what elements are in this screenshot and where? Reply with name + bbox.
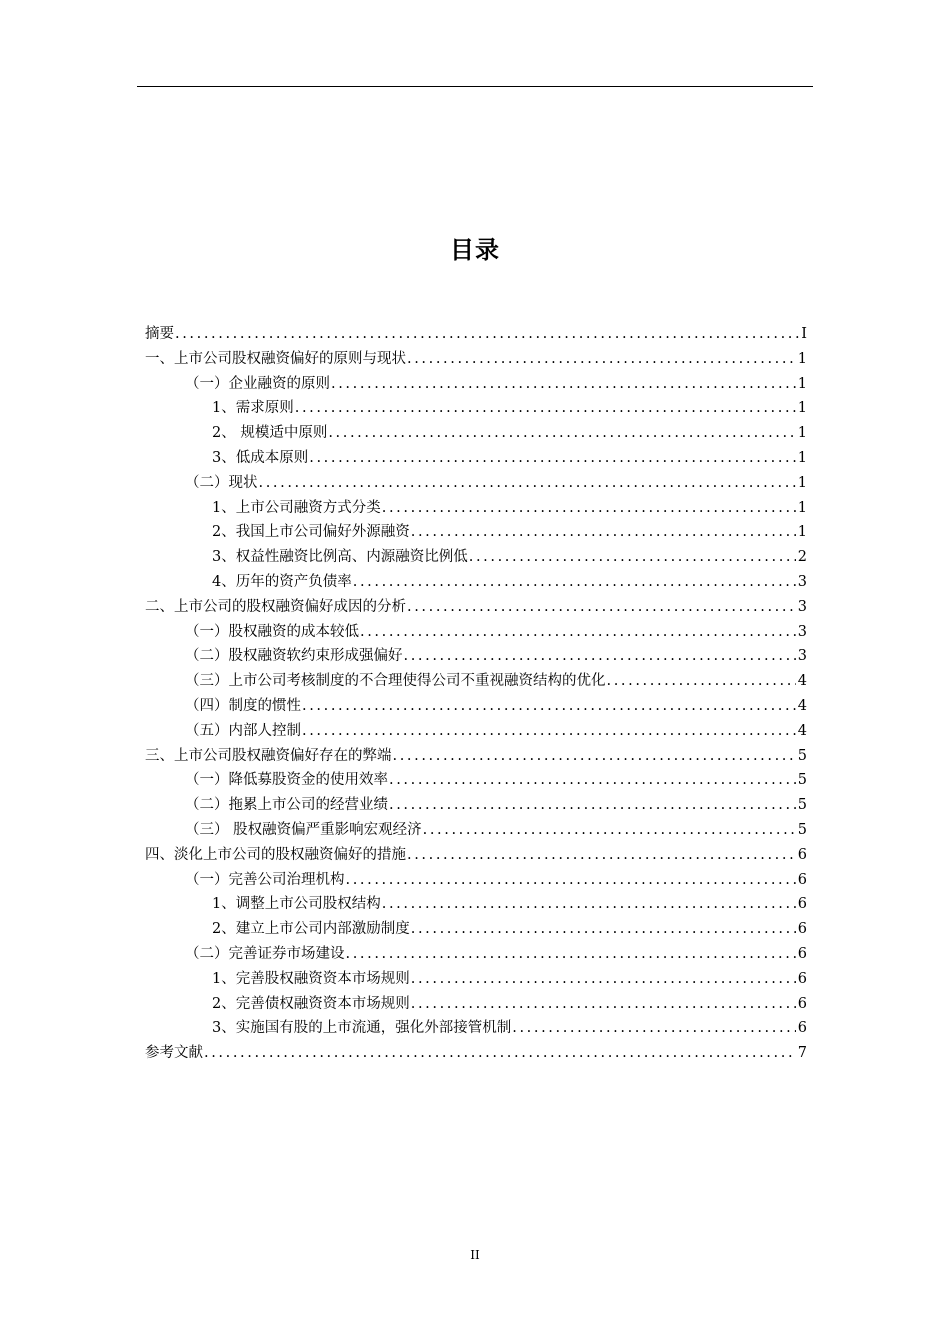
toc-entry-label: （三） 股权融资偏严重影响宏观经济 xyxy=(185,821,422,838)
toc-entry-label: （二）现状 xyxy=(185,474,258,491)
toc-entry-page: 6 xyxy=(797,945,807,962)
toc-entry-page: 4 xyxy=(797,697,807,714)
toc-entry[interactable] xyxy=(145,620,807,645)
toc-dot-leader xyxy=(301,719,796,744)
toc-entry[interactable] xyxy=(145,421,807,446)
toc-dot-leader xyxy=(345,942,796,967)
toc-entry[interactable] xyxy=(145,793,807,818)
toc-entry-page: 1 xyxy=(797,499,807,516)
toc-entry[interactable] xyxy=(145,446,807,471)
toc-dot-leader xyxy=(174,322,799,347)
toc-entry-label: 参考文献 xyxy=(145,1045,203,1062)
toc-entry-label: 3、实施国有股的上市流通，强化外部接管机制 xyxy=(212,1020,512,1037)
toc-dot-leader xyxy=(406,595,796,620)
toc-entry[interactable] xyxy=(145,669,807,694)
toc-entry[interactable] xyxy=(145,1016,807,1041)
toc-entry-page: 1 xyxy=(797,474,807,491)
toc-entry-label: 1、上市公司融资方式分类 xyxy=(212,499,381,516)
toc-entry[interactable] xyxy=(145,942,807,967)
toc-entry-label: 三、上市公司股权融资偏好存在的弊端 xyxy=(145,747,392,764)
toc-dot-leader xyxy=(203,1041,796,1066)
toc-entry-label: 四、淡化上市公司的股权融资偏好的措施 xyxy=(145,846,406,863)
toc-entry[interactable] xyxy=(145,892,807,917)
toc-dot-leader xyxy=(388,768,796,793)
toc-dot-leader xyxy=(301,694,796,719)
toc-entry-page: 3 xyxy=(797,623,807,640)
toc-entry[interactable] xyxy=(145,719,807,744)
toc-dot-leader xyxy=(410,967,796,992)
toc-entry-label: 摘要 xyxy=(145,326,174,342)
toc-entry-page: 1 xyxy=(797,524,807,541)
toc-entry-label: （二）拖累上市公司的经营业绩 xyxy=(185,797,388,814)
toc-entry-page: 1 xyxy=(797,375,807,392)
toc-entry-label: （二）股权融资软约束形成强偏好 xyxy=(185,648,403,665)
toc-entry[interactable] xyxy=(145,471,807,496)
toc-dot-leader xyxy=(410,992,796,1017)
toc-entry-page: I xyxy=(801,326,807,342)
toc-entry-page: 1 xyxy=(797,350,807,367)
toc-dot-leader xyxy=(308,446,796,471)
toc-entry[interactable] xyxy=(145,595,807,620)
toc-entry[interactable] xyxy=(145,818,807,843)
toc-entry-page: 5 xyxy=(797,772,807,789)
toc-entry[interactable] xyxy=(145,644,807,669)
toc-dot-leader xyxy=(330,372,796,397)
toc-entry[interactable] xyxy=(145,545,807,570)
toc-entry-label: 1、完善股权融资资本市场规则 xyxy=(212,970,410,987)
toc-entry-label: 二、上市公司的股权融资偏好成因的分析 xyxy=(145,598,406,615)
toc-dot-leader xyxy=(381,892,796,917)
toc-entry-page: 3 xyxy=(797,573,807,590)
toc-entry[interactable] xyxy=(145,768,807,793)
toc-entry-page: 2 xyxy=(797,549,807,566)
toc-dot-leader xyxy=(345,868,796,893)
toc-entry-page: 1 xyxy=(797,425,807,442)
table-of-contents xyxy=(145,322,807,1066)
page-number: II xyxy=(470,1248,480,1262)
toc-entry-page: 4 xyxy=(797,673,807,690)
toc-entry-label: 3、权益性融资比例高、内源融资比例低 xyxy=(212,549,468,566)
toc-entry-label: （一）降低募股资金的使用效率 xyxy=(185,772,388,789)
toc-dot-leader xyxy=(359,620,796,645)
toc-dot-leader xyxy=(468,545,796,570)
toc-entry[interactable] xyxy=(145,967,807,992)
toc-entry-page: 1 xyxy=(797,400,807,417)
header-rule xyxy=(137,86,813,87)
toc-entry-label: 2、完善债权融资资本市场规则 xyxy=(212,995,410,1012)
toc-entry[interactable] xyxy=(145,917,807,942)
toc-entry-label: 一、上市公司股权融资偏好的原则与现状 xyxy=(145,350,406,367)
toc-entry[interactable] xyxy=(145,570,807,595)
toc-title: 目录 xyxy=(450,236,500,264)
toc-entry-page: 5 xyxy=(797,821,807,838)
toc-entry[interactable] xyxy=(145,1041,807,1066)
toc-entry-label: （一）完善公司治理机构 xyxy=(185,871,345,888)
toc-entry-page: 3 xyxy=(797,648,807,665)
toc-dot-leader xyxy=(410,520,796,545)
toc-entry-page: 5 xyxy=(797,797,807,814)
toc-dot-leader xyxy=(406,347,796,372)
toc-entry-page: 5 xyxy=(797,747,807,764)
toc-dot-leader xyxy=(294,396,796,421)
toc-entry-label: （一）企业融资的原则 xyxy=(185,375,330,392)
toc-entry[interactable] xyxy=(145,992,807,1017)
toc-entry-label: （四）制度的惯性 xyxy=(185,697,301,714)
toc-dot-leader xyxy=(381,496,796,521)
toc-entry-page: 6 xyxy=(797,871,807,888)
toc-dot-leader xyxy=(352,570,796,595)
toc-dot-leader xyxy=(403,644,796,669)
toc-entry[interactable] xyxy=(145,396,807,421)
toc-entry-label: 1、调整上市公司股权结构 xyxy=(212,896,381,913)
toc-entry-label: 1、需求原则 xyxy=(212,400,294,417)
toc-entry-label: 2、我国上市公司偏好外源融资 xyxy=(212,524,410,541)
toc-entry-page: 6 xyxy=(797,896,807,913)
toc-dot-leader xyxy=(410,917,796,942)
toc-entry-page: 6 xyxy=(797,846,807,863)
toc-entry[interactable] xyxy=(145,347,807,372)
toc-entry-label: 3、低成本原则 xyxy=(212,449,309,466)
toc-dot-leader xyxy=(606,669,796,694)
toc-dot-leader xyxy=(422,818,796,843)
toc-entry-page: 6 xyxy=(797,921,807,938)
toc-entry[interactable] xyxy=(145,744,807,769)
toc-entry-page: 6 xyxy=(797,995,807,1012)
toc-dot-leader xyxy=(511,1016,796,1041)
toc-dot-leader xyxy=(388,793,796,818)
toc-entry-label: 4、历年的资产负债率 xyxy=(212,573,352,590)
toc-entry[interactable] xyxy=(145,496,807,521)
toc-entry-label: 2、建立上市公司内部激励制度 xyxy=(212,921,410,938)
toc-entry[interactable] xyxy=(145,868,807,893)
toc-entry-page: 3 xyxy=(797,598,807,615)
toc-entry[interactable] xyxy=(145,694,807,719)
toc-entry-label: （二）完善证券市场建设 xyxy=(185,945,345,962)
toc-entry[interactable] xyxy=(145,843,807,868)
toc-entry-label: （一）股权融资的成本较低 xyxy=(185,623,359,640)
toc-dot-leader xyxy=(258,471,796,496)
toc-entry-page: 4 xyxy=(797,722,807,739)
toc-dot-leader xyxy=(392,744,796,769)
toc-entry-label: （五）内部人控制 xyxy=(185,722,301,739)
toc-entry[interactable] xyxy=(145,322,807,347)
toc-entry-page: 6 xyxy=(797,1020,807,1037)
toc-entry-page: 1 xyxy=(797,449,807,466)
toc-entry[interactable] xyxy=(145,520,807,545)
toc-entry-page: 6 xyxy=(797,970,807,987)
toc-dot-leader xyxy=(406,843,796,868)
toc-dot-leader xyxy=(327,421,795,446)
toc-entry-label: 2、 规模适中原则 xyxy=(212,425,328,442)
toc-entry[interactable] xyxy=(145,372,807,397)
toc-entry-label: （三）上市公司考核制度的不合理使得公司不重视融资结构的优化 xyxy=(185,673,606,690)
toc-entry-page: 7 xyxy=(797,1045,807,1062)
